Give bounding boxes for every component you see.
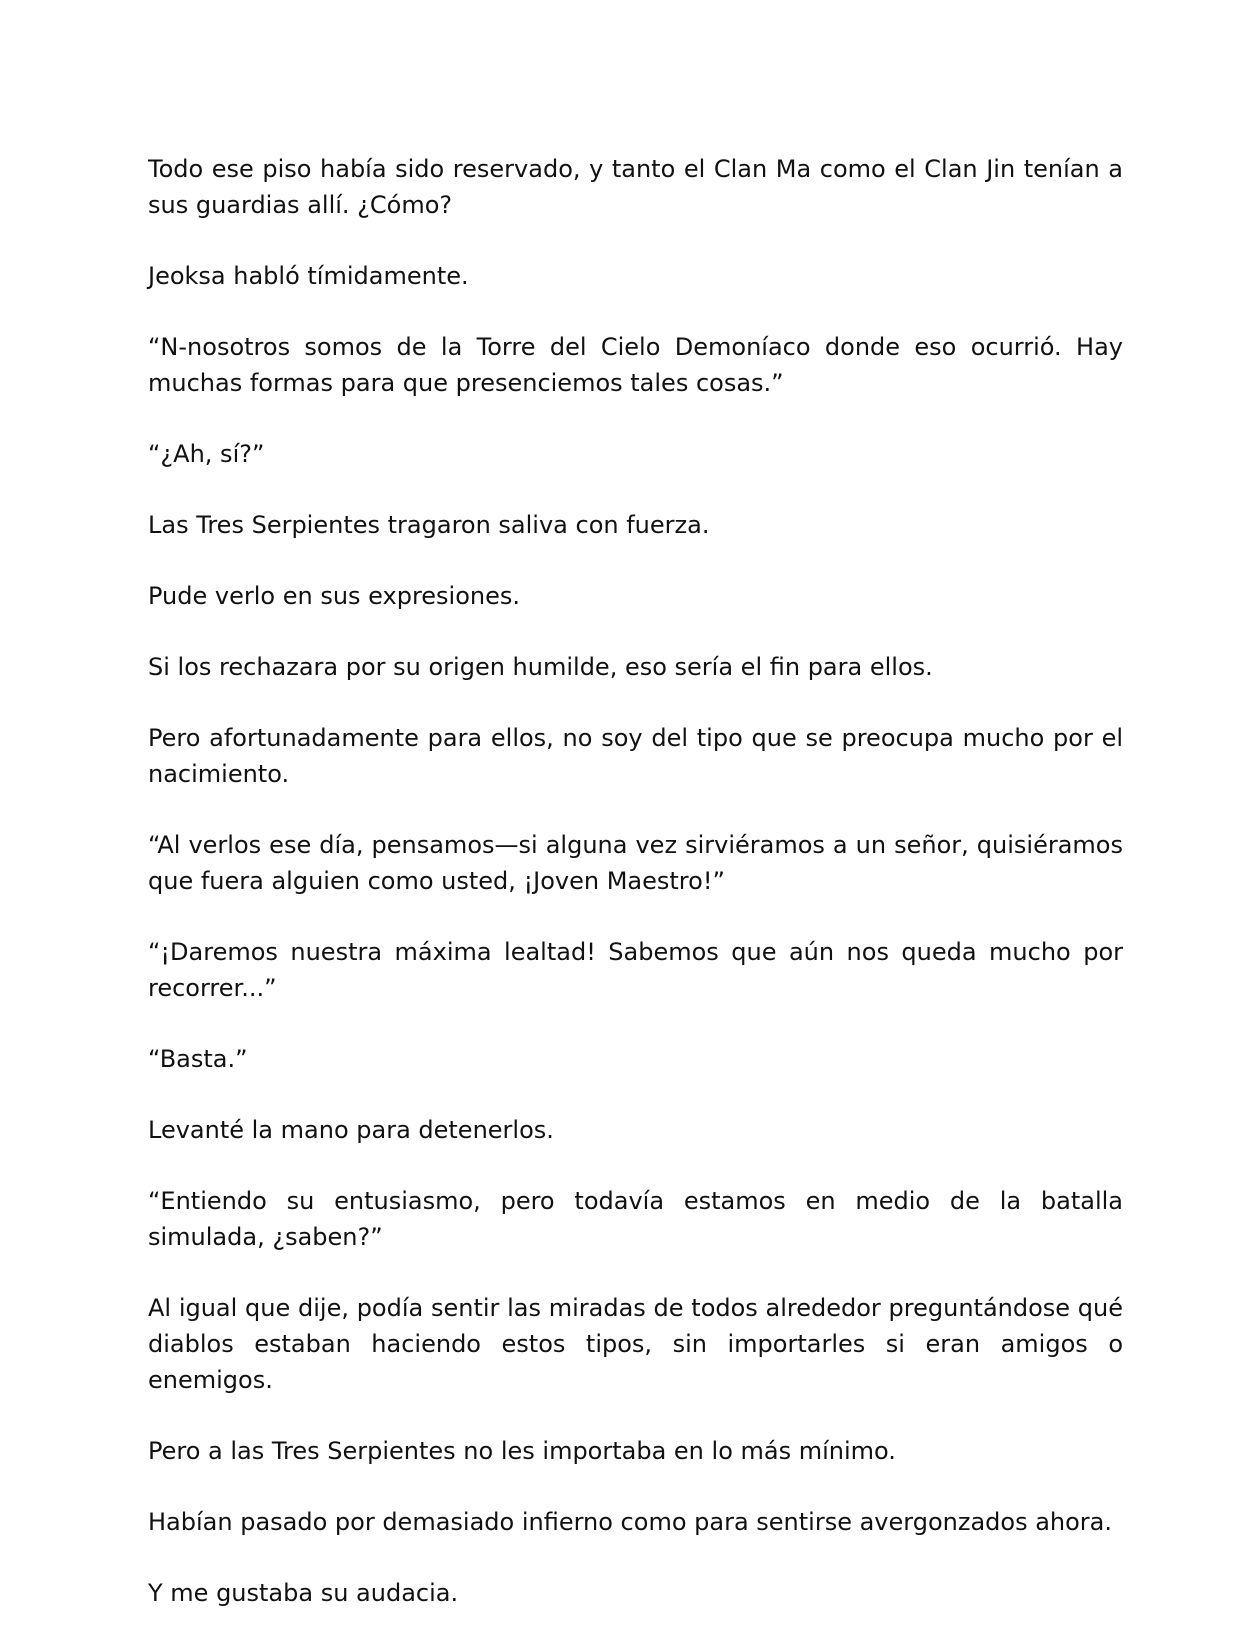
paragraph: Y me gustaba su audacia. <box>148 1579 459 1607</box>
paragraph: Las Tres Serpientes tragaron saliva con fuerza. <box>148 511 710 539</box>
paragraph: “Al verlos ese día, pensamos—si alguna vez sirviéramos a un señor, quisiéramos que fuera alguien como usted, ¡Joven Maestro!” <box>148 831 1123 895</box>
paragraph: Pude verlo en sus expresiones. <box>148 582 521 610</box>
paragraph: “N-nosotros somos de la Torre del Cielo Demoníaco donde eso ocurrió. Hay muchas formas para que presenciemos tales cosas.” <box>148 333 1123 397</box>
paragraph: “Basta.” <box>148 1045 248 1073</box>
paragraph: “Entiendo su entusiasmo, pero todavía estamos en medio de la batalla simulada, ¿saben?” <box>148 1187 1123 1251</box>
paragraph: Todo ese piso había sido reservado, y tanto el Clan Ma como el Clan Jin tenían a sus guardias allí. ¿Cómo? <box>148 155 1123 219</box>
paragraph: Habían pasado por demasiado infierno como para sentirse avergonzados ahora. <box>148 1508 1113 1536</box>
paragraph: Si los rechazara por su origen humilde, eso sería el fin para ellos. <box>148 653 933 681</box>
paragraph: “¿Ah, sí?” <box>148 440 265 468</box>
paragraph: Levanté la mano para detenerlos. <box>148 1116 554 1144</box>
paragraph: Pero a las Tres Serpientes no les importaba en lo más mínimo. <box>148 1437 896 1465</box>
paragraph: Jeoksa habló tímidamente. <box>148 262 469 290</box>
paragraph: Pero afortunadamente para ellos, no soy del tipo que se preocupa mucho por el nacimiento. <box>148 724 1123 788</box>
body-text <box>148 151 1123 1646</box>
paragraph: Al igual que dije, podía sentir las miradas de todos alrededor preguntándose qué diablos estaban haciendo estos tipos, sin importarles si eran amigos o enemigos. <box>148 1294 1123 1394</box>
paragraph: “¡Daremos nuestra máxima lealtad! Sabemos que aún nos queda mucho por recorrer...” <box>148 938 1123 1002</box>
